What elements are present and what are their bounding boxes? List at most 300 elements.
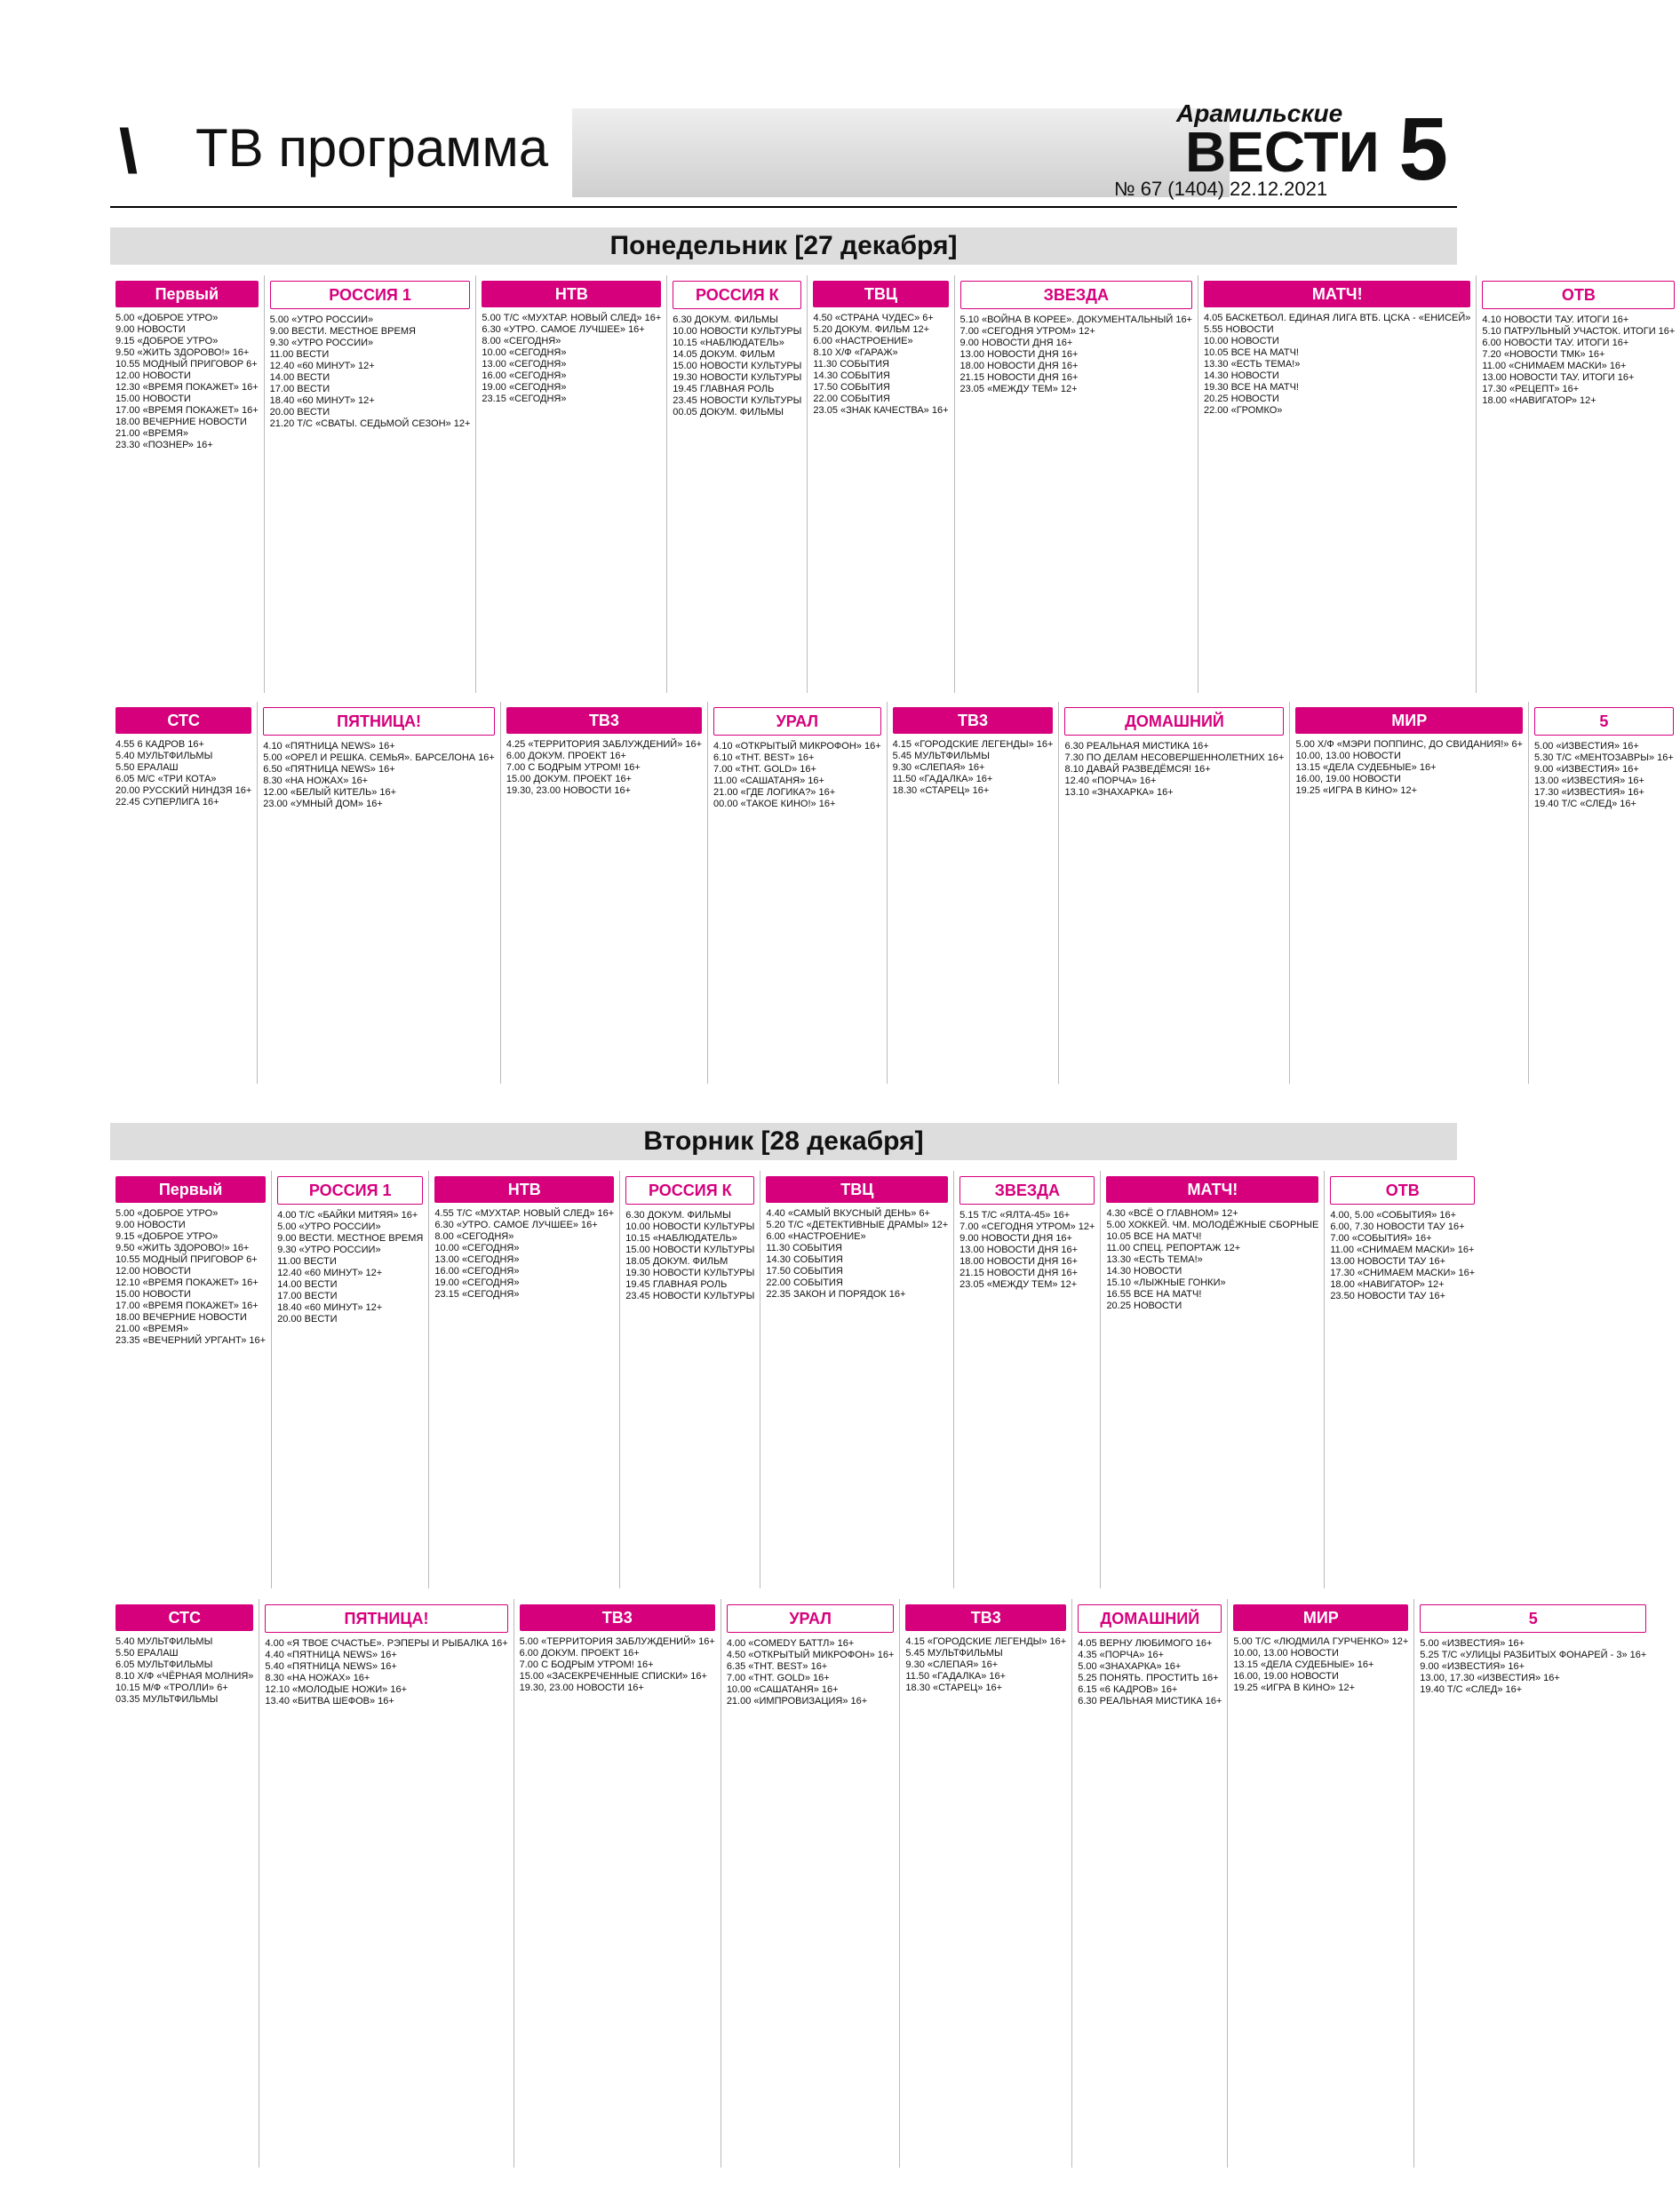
program-line: 10.15 «НАБЛЮДАТЕЛЬ»: [673, 338, 784, 348]
program-line: 19.45 ГЛАВНАЯ РОЛЬ: [673, 384, 775, 394]
program-line: 23.05 «МЕЖДУ ТЕМ» 12+: [959, 384, 1078, 394]
program-line: 13.00 НОВОСТИ ДНЯ 16+: [959, 1245, 1079, 1255]
program-line: 6.00 ДОКУМ. ПРОЕКТ 16+: [519, 1648, 640, 1659]
program-line: 9.50 «ЖИТЬ ЗДОРОВО!» 16+: [115, 1243, 250, 1253]
program-line: 10.00 НОВОСТИ: [1204, 336, 1279, 346]
program-line: 4.40 «САМЫЙ ВКУСНЫЙ ДЕНЬ» 6+: [766, 1208, 930, 1219]
program-line: 5.40 «ПЯТНИЦА NEWS» 16+: [265, 1661, 397, 1672]
program-line: 5.50 ЕРАЛАШ: [115, 762, 179, 773]
divider: [110, 206, 1457, 208]
program-line: 9.50 «ЖИТЬ ЗДОРОВО!» 16+: [115, 347, 250, 358]
program-line: 4.00 Т/С «БАЙКИ МИТЯЯ» 16+: [277, 1210, 418, 1221]
channel-logo: МИР: [1233, 1604, 1408, 1631]
program-line: 11.00 «СНИМАЕМ МАСКИ» 16+: [1482, 361, 1627, 371]
channel-column: [110, 275, 264, 693]
program-line: 22.45 СУПЕРЛИГА 16+: [115, 797, 219, 808]
channel-logo: 5: [1534, 707, 1674, 736]
program-line: 03.35 МУЛЬТФИЛЬМЫ: [115, 1694, 219, 1705]
channel-column: [1413, 1599, 1652, 2168]
program-line: 15.00 НОВОСТИ: [115, 394, 191, 404]
program-line: 9.30 «СЛЕПАЯ» 16+: [905, 1659, 999, 1670]
channel-logo: ЗВЕЗДА: [960, 281, 1192, 309]
program-line: 5.00 «ОРЕЛ И РЕШКА. СЕМЬЯ». БАРСЕЛОНА 16+: [263, 752, 495, 763]
program-line: 10.00 НОВОСТИ КУЛЬТУРЫ: [625, 1221, 755, 1232]
program-line: 6.30 РЕАЛЬНАЯ МИСТИКА 16+: [1078, 1696, 1222, 1707]
channel-column: [666, 275, 807, 693]
program-line: 18.00 НОВОСТИ ДНЯ 16+: [959, 1256, 1079, 1267]
program-line: 5.00 «ИЗВЕСТИЯ» 16+: [1534, 741, 1639, 752]
program-line: 22.00 СОБЫТИЯ: [813, 394, 890, 404]
program-line: 17.00 ВЕСТИ: [277, 1291, 338, 1301]
channel-logo: ТВЦ: [813, 281, 948, 307]
program-line: 23.45 НОВОСТИ КУЛЬТУРЫ: [625, 1291, 755, 1301]
program-line: 13.00 «СЕГОДНЯ»: [482, 359, 567, 370]
program-line: 11.50 «ГАДАЛКА» 16+: [905, 1671, 1007, 1682]
program-line: 18.00 ВЕЧЕРНИЕ НОВОСТИ: [115, 417, 247, 427]
program-line: 6.15 «6 КАДРОВ» 16+: [1078, 1684, 1178, 1695]
channel-column: [110, 702, 257, 1084]
channel-column: [271, 1171, 428, 1588]
program-line: 12.10 «ВРЕМЯ ПОКАЖЕТ» 16+: [115, 1277, 259, 1288]
program-line: 5.00 Т/С «МУХТАР. НОВЫЙ СЛЕД» 16+: [482, 313, 662, 323]
program-line: 5.20 Т/С «ДЕТЕКТИВНЫЕ ДРАМЫ» 12+: [766, 1220, 949, 1230]
program-line: 22.00 «ГРОМКО»: [1204, 405, 1283, 416]
program-line: 4.50 «ОТКРЫТЫЙ МИКРОФОН» 16+: [726, 1650, 895, 1660]
program-line: 18.30 «СТАРЕЦ» 16+: [905, 1683, 1003, 1693]
day-header: Вторник [28 декабря]: [110, 1123, 1457, 1160]
program-line: 15.00 «ЗАСЕКРЕЧЕННЫЕ СПИСКИ» 16+: [519, 1671, 707, 1682]
program-line: 9.00 ВЕСТИ. МЕСТНОЕ ВРЕМЯ: [277, 1233, 424, 1244]
program-line: 4.25 «ТЕРРИТОРИЯ ЗАБЛУЖДЕНИЙ» 16+: [506, 739, 703, 750]
program-line: 18.00 ВЕЧЕРНИЕ НОВОСТИ: [115, 1312, 247, 1323]
program-line: 6.05 М/С «ТРИ КОТА»: [115, 774, 217, 784]
program-line: 10.00 НОВОСТИ КУЛЬТУРЫ: [673, 326, 802, 337]
program-line: 19.25 «ИГРА В КИНО» 12+: [1233, 1683, 1355, 1693]
masthead: [110, 85, 1457, 201]
program-line: 4.15 «ГОРОДСКИЕ ЛЕГЕНДЫ» 16+: [905, 1636, 1067, 1647]
program-line: 7.00 «СОБЫТИЯ» 16+: [1330, 1233, 1432, 1244]
page-number: 5: [1398, 99, 1448, 199]
program-line: 6.00 НОВОСТИ ТАУ. ИТОГИ 16+: [1482, 338, 1629, 348]
program-line: 16.55 ВСЕ НА МАТЧ!: [1106, 1289, 1202, 1300]
program-line: 19.30 НОВОСТИ КУЛЬТУРЫ: [673, 372, 802, 383]
program-line: 10.55 МОДНЫЙ ПРИГОВОР 6+: [115, 359, 258, 370]
program-line: 7.00 С БОДРЫМ УТРОМ! 16+: [506, 762, 641, 773]
program-line: 23.45 НОВОСТИ КУЛЬТУРЫ: [673, 395, 802, 406]
program-line: 20.25 НОВОСТИ: [1106, 1301, 1182, 1311]
channel-column: [760, 1171, 953, 1588]
program-line: 13.00 НОВОСТИ ДНЯ 16+: [959, 349, 1079, 360]
program-line: 8.30 «НА НОЖАХ» 16+: [265, 1673, 370, 1683]
program-line: 14.30 СОБЫТИЯ: [766, 1254, 843, 1265]
program-line: 5.00 «ЗНАХАРКА» 16+: [1078, 1661, 1182, 1672]
program-line: 4.00 «Я ТВОЕ СЧАСТЬЕ». РЭПЕРЫ И РЫБАЛКА 16+: [265, 1638, 508, 1649]
channel-logo: ДОМАШНИЙ: [1078, 1604, 1222, 1633]
program-line: 6.35 «THT. BEST» 16+: [726, 1661, 828, 1672]
program-line: 6.50 «ПЯТНИЦА NEWS» 16+: [263, 764, 395, 775]
program-line: 18.30 «СТАРЕЦ» 16+: [892, 785, 990, 796]
program-line: 5.45 МУЛЬТФИЛЬМЫ: [892, 751, 990, 761]
program-line: 12.40 «60 МИНУТ» 12+: [277, 1268, 383, 1278]
program-line: 15.10 «ЛЫЖНЫЕ ГОНКИ»: [1106, 1277, 1226, 1288]
program-line: 5.00 «ИЗВЕСТИЯ» 16+: [1420, 1638, 1525, 1649]
program-line: 14.30 НОВОСТИ: [1106, 1266, 1182, 1277]
program-line: 21.15 НОВОСТИ ДНЯ 16+: [959, 372, 1079, 383]
program-line: 18.40 «60 МИНУТ» 12+: [277, 1302, 383, 1313]
channel-logo: РОССИЯ К: [625, 1176, 754, 1205]
channel-column: [1227, 1599, 1413, 2168]
program-line: 17.30 «СНИМАЕМ МАСКИ» 16+: [1330, 1268, 1476, 1278]
program-line: 23.15 «СЕГОДНЯ»: [482, 394, 567, 404]
program-line: 19.00 «СЕГОДНЯ»: [434, 1277, 520, 1288]
program-line: 9.00 ВЕСТИ. МЕСТНОЕ ВРЕМЯ: [269, 326, 416, 337]
channel-logo: ТВЦ: [766, 1176, 948, 1203]
program-line: 19.30 НОВОСТИ КУЛЬТУРЫ: [625, 1268, 755, 1278]
program-line: 21.00 «ИМПРОВИЗАЦИЯ» 16+: [726, 1696, 868, 1707]
channel-column: [1058, 702, 1289, 1084]
program-line: 19.30, 23.00 НОВОСТИ 16+: [506, 785, 632, 796]
program-line: 12.00 НОВОСТИ: [115, 370, 191, 381]
program-line: 10.00, 13.00 НОВОСТИ: [1233, 1648, 1339, 1659]
program-line: 6.30 «УТРО. САМОЕ ЛУЧШЕЕ» 16+: [434, 1220, 598, 1230]
program-line: 4.55 6 КАДРОВ 16+: [115, 739, 204, 750]
channel-column: [1289, 702, 1528, 1084]
page-title: ТВ программа: [195, 118, 549, 178]
program-line: 23.50 НОВОСТИ ТАУ 16+: [1330, 1291, 1446, 1301]
channel-column: [807, 275, 953, 693]
program-line: 5.25 Т/С «УЛИЦЫ РАЗБИТЫХ ФОНАРЕЙ - 3» 16+: [1420, 1650, 1647, 1660]
program-line: 9.30 «УТРО РОССИИ»: [277, 1245, 381, 1255]
program-line: 14.30 СОБЫТИЯ: [813, 370, 890, 381]
channel-logo: ТВ3: [905, 1604, 1066, 1631]
channel-column: [954, 275, 1198, 693]
program-line: 5.00 ХОККЕЙ. ЧМ. МОЛОДЁЖНЫЕ СБОРНЫЕ: [1106, 1220, 1319, 1230]
program-line: 19.30 ВСЕ НА МАТЧ!: [1204, 382, 1299, 393]
program-line: 18.00 НОВОСТИ ДНЯ 16+: [959, 361, 1079, 371]
channel-column: [1071, 1599, 1227, 2168]
program-line: 21.20 Т/С «СВАТЫ. СЕДЬМОЙ СЕЗОН» 12+: [269, 418, 471, 429]
program-line: 8.10 Х/Ф «ГАРАЖ»: [813, 347, 898, 358]
channel-logo: ЗВЕЗДА: [959, 1176, 1095, 1205]
channel-column: [428, 1171, 619, 1588]
channel-column: [110, 1171, 271, 1588]
schedule-block: [110, 702, 1674, 1084]
channel-logo: УРАЛ: [713, 707, 881, 736]
program-line: 10.00, 13.00 НОВОСТИ: [1295, 751, 1401, 761]
program-line: 11.00 ВЕСТИ: [277, 1256, 337, 1267]
program-line: 13.15 «ДЕЛА СУДЕБНЫЕ» 16+: [1295, 762, 1437, 773]
program-line: 23.35 «ВЕЧЕРНИЙ УРГАНТ» 16+: [115, 1335, 267, 1346]
program-line: 7.00 С БОДРЫМ УТРОМ! 16+: [519, 1659, 654, 1670]
program-line: 10.00 «САШАТАНЯ» 16+: [726, 1684, 839, 1695]
channel-column: [500, 702, 707, 1084]
channel-logo: РОССИЯ 1: [277, 1176, 423, 1205]
program-line: 4.00 «COMEDY БАТТЛ» 16+: [726, 1638, 855, 1649]
program-line: 12.40 «60 МИНУТ» 12+: [269, 361, 375, 371]
channel-logo: СТС: [115, 707, 251, 734]
program-line: 5.15 Т/С «ЯЛТА-45» 16+: [959, 1210, 1071, 1221]
program-line: 14.30 НОВОСТИ: [1204, 370, 1279, 381]
program-line: 15.00 НОВОСТИ: [115, 1289, 191, 1300]
program-line: 13.40 «БИТВА ШЕФОВ» 16+: [265, 1696, 394, 1707]
program-line: 14.05 ДОКУМ. ФИЛЬМ: [673, 349, 776, 360]
program-line: 5.50 ЕРАЛАШ: [115, 1648, 179, 1659]
schedule-block: [110, 275, 1676, 693]
program-line: 5.55 НОВОСТИ: [1204, 324, 1274, 335]
program-line: 5.40 МУЛЬТФИЛЬМЫ: [115, 751, 213, 761]
program-line: 19.40 Т/С «СЛЕД» 16+: [1534, 799, 1636, 809]
program-line: 20.00 РУССКИЙ НИНДЗЯ 16+: [115, 785, 252, 796]
channel-logo: СТС: [115, 1604, 253, 1631]
program-line: 4.30 «ВСЁ О ГЛАВНОМ» 12+: [1106, 1208, 1238, 1219]
program-line: 16.00 «СЕГОДНЯ»: [434, 1266, 520, 1277]
program-line: 7.00 «СЕГОДНЯ УТРОМ» 12+: [959, 1221, 1095, 1232]
program-line: 13.00 НОВОСТИ ТАУ 16+: [1330, 1256, 1446, 1267]
channel-logo: ОТВ: [1482, 281, 1675, 309]
channel-logo: 5: [1420, 1604, 1646, 1633]
program-line: 11.00 «САШАТАНЯ» 16+: [713, 776, 824, 786]
channel-column: [1324, 1171, 1480, 1588]
program-line: 5.30 Т/С «МЕНТОЗАВРЫ» 16+: [1534, 752, 1674, 763]
program-line: 5.10 «ВОЙНА В КОРЕЕ». ДОКУМЕНТАЛЬНЫЙ 16+: [959, 314, 1192, 325]
channel-logo: ТВ3: [506, 707, 702, 734]
channel-column: [953, 1171, 1100, 1588]
program-line: 4.00, 5.00 «СОБЫТИЯ» 16+: [1330, 1210, 1457, 1221]
channel-logo: НТВ: [482, 281, 661, 307]
logo-top: Арамильские: [1176, 99, 1343, 127]
program-line: 18.05 ДОКУМ. ФИЛЬМ: [625, 1256, 729, 1267]
program-line: 9.00 НОВОСТИ: [115, 1220, 186, 1230]
channel-column: [1528, 702, 1679, 1084]
program-line: 9.00 «ИЗВЕСТИЯ» 16+: [1420, 1661, 1525, 1672]
channel-logo: МИР: [1295, 707, 1523, 734]
program-line: 11.30 СОБЫТИЯ: [766, 1243, 842, 1253]
program-line: 17.50 СОБЫТИЯ: [766, 1266, 843, 1277]
program-line: 6.00, 7.30 НОВОСТИ ТАУ 16+: [1330, 1221, 1465, 1232]
channel-column: [1198, 275, 1476, 693]
channel-logo: РОССИЯ 1: [270, 281, 471, 309]
logo-main: ВЕСТИ: [1185, 120, 1380, 184]
program-line: 6.30 ДОКУМ. ФИЛЬМЫ: [625, 1210, 731, 1221]
program-line: 10.00 «СЕГОДНЯ»: [434, 1243, 520, 1253]
program-line: 13.00 НОВОСТИ ТАУ. ИТОГИ 16+: [1482, 372, 1635, 383]
program-line: 6.00 ДОКУМ. ПРОЕКТ 16+: [506, 751, 626, 761]
program-line: 5.10 ПАТРУЛЬНЫЙ УЧАСТОК. ИТОГИ 16+: [1482, 326, 1676, 337]
program-line: 11.30 СОБЫТИЯ: [813, 359, 889, 370]
channel-logo: ПЯТНИЦА!: [265, 1604, 507, 1633]
program-line: 7.30 ПО ДЕЛАМ НЕСОВЕРШЕННОЛЕТНИХ 16+: [1064, 752, 1285, 763]
program-line: 22.00 СОБЫТИЯ: [766, 1277, 843, 1288]
program-line: 4.10 «ПЯТНИЦА NEWS» 16+: [263, 741, 395, 752]
program-line: 8.30 «НА НОЖАХ» 16+: [263, 776, 369, 786]
program-line: 5.00 «ДОБРОЕ УТРО»: [115, 313, 219, 323]
program-line: 11.50 «ГАДАЛКА» 16+: [892, 774, 993, 784]
program-line: 9.30 «СЛЕПАЯ» 16+: [892, 762, 985, 773]
slashes-icon: \\: [119, 116, 122, 186]
program-line: 10.05 ВСЕ НА МАТЧ!: [1106, 1231, 1202, 1242]
program-line: 5.20 ДОКУМ. ФИЛЬМ 12+: [813, 324, 930, 335]
program-line: 15.00 НОВОСТИ КУЛЬТУРЫ: [673, 361, 802, 371]
program-line: 8.10 ДАВАЙ РАЗВЕДЁМСЯ! 16+: [1064, 764, 1211, 775]
channel-logo: МАТЧ!: [1106, 1176, 1318, 1203]
schedule-block: [110, 1171, 1476, 1588]
program-line: 5.40 МУЛЬТФИЛЬМЫ: [115, 1636, 213, 1647]
program-line: 10.05 ВСЕ НА МАТЧ!: [1204, 347, 1299, 358]
program-line: 6.00 «НАСТРОЕНИЕ»: [813, 336, 913, 346]
program-line: 4.55 Т/С «МУХТАР. НОВЫЙ СЛЕД» 16+: [434, 1208, 615, 1219]
program-line: 10.00 «СЕГОДНЯ»: [482, 347, 567, 358]
program-line: 13.30 «ЕСТЬ ТЕМА!»: [1204, 359, 1301, 370]
program-line: 9.30 «УТРО РОССИИ»: [269, 338, 374, 348]
program-line: 13.00, 17.30 «ИЗВЕСТИЯ» 16+: [1420, 1673, 1560, 1683]
program-line: 6.30 «УТРО. САМОЕ ЛУЧШЕЕ» 16+: [482, 324, 645, 335]
program-line: 13.00 «СЕГОДНЯ»: [434, 1254, 520, 1265]
program-line: 4.40 «ПЯТНИЦА NEWS» 16+: [265, 1650, 397, 1660]
program-line: 9.00 «ИЗВЕСТИЯ» 16+: [1534, 764, 1639, 775]
program-line: 23.05 «ЗНАК КАЧЕСТВА» 16+: [813, 405, 949, 416]
program-line: 12.30 «ВРЕМЯ ПОКАЖЕТ» 16+: [115, 382, 259, 393]
program-line: 4.15 «ГОРОДСКИЕ ЛЕГЕНДЫ» 16+: [892, 739, 1054, 750]
channel-column: [257, 702, 500, 1084]
program-line: 17.00 «ВРЕМЯ ПОКАЖЕТ» 16+: [115, 1301, 259, 1311]
program-line: 11.00 «СНИМАЕМ МАСКИ» 16+: [1330, 1245, 1475, 1255]
channel-column: [707, 702, 887, 1084]
program-line: 20.25 НОВОСТИ: [1204, 394, 1279, 404]
program-line: 8.10 Х/Ф «ЧЁРНАЯ МОЛНИЯ»: [115, 1671, 254, 1682]
program-line: 6.30 ДОКУМ. ФИЛЬМЫ: [673, 314, 778, 325]
program-line: 5.25 ПОНЯТЬ. ПРОСТИТЬ 16+: [1078, 1673, 1219, 1683]
program-line: 14.00 ВЕСТИ: [277, 1279, 338, 1290]
program-line: 5.00 «УТРО РОССИИ»: [269, 314, 374, 325]
program-line: 8.00 «СЕГОДНЯ»: [482, 336, 561, 346]
day-header: Понедельник [27 декабря]: [110, 227, 1457, 265]
program-line: 5.00 Т/С «ЛЮДМИЛА ГУРЧЕНКО» 12+: [1233, 1636, 1409, 1647]
program-line: 7.20 «НОВОСТИ ТМК» 16+: [1482, 349, 1605, 360]
program-line: 00.00 «ТАКОЕ КИНО!» 16+: [713, 799, 836, 809]
channel-column: [887, 702, 1059, 1084]
program-line: 00.05 ДОКУМ. ФИЛЬМЫ: [673, 407, 784, 418]
program-line: 9.15 «ДОБРОЕ УТРО»: [115, 336, 219, 346]
program-line: 21.00 «ВРЕМЯ»: [115, 428, 188, 439]
channel-column: [1100, 1171, 1324, 1588]
program-line: 13.10 «ЗНАХАРКА» 16+: [1064, 787, 1174, 798]
issue-number: № 67 (1404) 22.12.2021: [1114, 178, 1328, 200]
channel-logo: ПЯТНИЦА!: [263, 707, 495, 736]
program-line: 7.00 «THT. GOLD» 16+: [726, 1673, 830, 1683]
program-line: 17.00 ВЕСТИ: [269, 384, 330, 394]
channel-column: [721, 1599, 900, 2168]
program-line: 23.30 «ПОЗНЕР» 16+: [115, 440, 213, 450]
channel-column: [619, 1171, 760, 1588]
channel-column: [259, 1599, 513, 2168]
program-line: 23.00 «УМНЫЙ ДОМ» 16+: [263, 799, 383, 809]
program-line: 6.00 «НАСТРОЕНИЕ»: [766, 1231, 866, 1242]
program-line: 16.00, 19.00 НОВОСТИ: [1233, 1671, 1339, 1682]
schedule-block: [110, 1599, 1647, 2168]
program-line: 4.50 «СТРАНА ЧУДЕС» 6+: [813, 313, 934, 323]
channel-logo: ДОМАШНИЙ: [1064, 707, 1284, 736]
program-line: 5.00 Х/Ф «МЭРИ ПОППИНС, ДО СВИДАНИЯ!» 6+: [1295, 739, 1524, 750]
program-line: 19.00 «СЕГОДНЯ»: [482, 382, 567, 393]
program-line: 13.30 «ЕСТЬ ТЕМА!»: [1106, 1254, 1203, 1265]
program-line: 10.55 МОДНЫЙ ПРИГОВОР 6+: [115, 1254, 258, 1265]
program-line: 13.15 «ДЕЛА СУДЕБНЫЕ» 16+: [1233, 1659, 1374, 1670]
program-line: 23.05 «МЕЖДУ ТЕМ» 12+: [959, 1279, 1078, 1290]
program-line: 12.10 «МОЛОДЫЕ НОЖИ» 16+: [265, 1684, 407, 1695]
program-line: 19.25 «ИГРА В КИНО» 12+: [1295, 785, 1418, 796]
program-line: 9.00 НОВОСТИ: [115, 324, 186, 335]
program-line: 14.00 ВЕСТИ: [269, 372, 330, 383]
channel-logo: Первый: [115, 1176, 266, 1203]
program-line: 10.15 «НАБЛЮДАТЕЛЬ»: [625, 1233, 737, 1244]
channel-logo: НТВ: [434, 1176, 614, 1203]
program-line: 7.00 «THT. GOLD» 16+: [713, 764, 816, 775]
program-line: 22.35 ЗАКОН И ПОРЯДОК 16+: [766, 1289, 906, 1300]
program-line: 21.15 НОВОСТИ ДНЯ 16+: [959, 1268, 1079, 1278]
program-line: 12.00 «БЕЛЫЙ КИТЕЛЬ» 16+: [263, 787, 397, 798]
program-line: 4.35 «ПОРЧА» 16+: [1078, 1650, 1165, 1660]
program-line: 11.00 ВЕСТИ: [269, 349, 330, 360]
program-line: 19.45 ГЛАВНАЯ РОЛЬ: [625, 1279, 728, 1290]
channel-logo: Первый: [115, 281, 259, 307]
channel-column: [264, 275, 476, 693]
program-line: 9.00 НОВОСТИ ДНЯ 16+: [959, 338, 1073, 348]
program-line: 8.00 «СЕГОДНЯ»: [434, 1231, 514, 1242]
program-line: 6.30 РЕАЛЬНАЯ МИСТИКА 16+: [1064, 741, 1209, 752]
program-line: 5.00 «ДОБРОЕ УТРО»: [115, 1208, 219, 1219]
program-line: 19.30, 23.00 НОВОСТИ 16+: [519, 1683, 644, 1693]
channel-column: [514, 1599, 721, 2168]
program-line: 6.05 МУЛЬТФИЛЬМЫ: [115, 1659, 213, 1670]
program-line: 15.00 ДОКУМ. ПРОЕКТ 16+: [506, 774, 632, 784]
program-line: 12.00 НОВОСТИ: [115, 1266, 191, 1277]
channel-column: [110, 1599, 259, 2168]
channel-logo: ТВ3: [893, 707, 1054, 734]
channel-column: [1476, 275, 1680, 693]
program-line: 17.00 «ВРЕМЯ ПОКАЖЕТ» 16+: [115, 405, 259, 416]
program-line: 17.50 СОБЫТИЯ: [813, 382, 890, 393]
channel-logo: ОТВ: [1330, 1176, 1475, 1205]
program-line: 16.00 «СЕГОДНЯ»: [482, 370, 567, 381]
program-line: 5.00 «ТЕРРИТОРИЯ ЗАБЛУЖДЕНИЙ» 16+: [519, 1636, 715, 1647]
channel-logo: РОССИЯ К: [673, 281, 801, 309]
program-line: 17.30 «ИЗВЕСТИЯ» 16+: [1534, 787, 1644, 798]
program-line: 7.00 «СЕГОДНЯ УТРОМ» 12+: [959, 326, 1095, 337]
program-line: 9.00 НОВОСТИ ДНЯ 16+: [959, 1233, 1072, 1244]
program-line: 4.10 НОВОСТИ ТАУ. ИТОГИ 16+: [1482, 314, 1629, 325]
program-line: 18.40 «60 МИНУТ» 12+: [269, 395, 375, 406]
program-line: 11.00 СПЕЦ. РЕПОРТАЖ 12+: [1106, 1243, 1241, 1253]
program-line: 18.00 «НАВИГАТОР» 12+: [1482, 395, 1596, 406]
program-line: 21.00 «ГДЕ ЛОГИКА?» 16+: [713, 787, 836, 798]
channel-logo: МАТЧ!: [1204, 281, 1470, 307]
program-line: 20.00 ВЕСТИ: [277, 1314, 338, 1325]
channel-column: [899, 1599, 1071, 2168]
program-line: 12.40 «ПОРЧА» 16+: [1064, 776, 1157, 786]
program-line: 16.00, 19.00 НОВОСТИ: [1295, 774, 1401, 784]
program-line: 19.40 Т/С «СЛЕД» 16+: [1420, 1684, 1523, 1695]
program-line: 18.00 «НАВИГАТОР» 12+: [1330, 1279, 1445, 1290]
program-line: 15.00 НОВОСТИ КУЛЬТУРЫ: [625, 1245, 755, 1255]
program-line: 17.30 «РЕЦЕПТ» 16+: [1482, 384, 1580, 394]
program-line: 23.15 «СЕГОДНЯ»: [434, 1289, 520, 1300]
program-line: 13.00 «ИЗВЕСТИЯ» 16+: [1534, 776, 1644, 786]
program-line: 6.10 «THT. BEST» 16+: [713, 752, 815, 763]
program-line: 4.10 «ОТКРЫТЫЙ МИКРОФОН» 16+: [713, 741, 881, 752]
program-line: 21.00 «ВРЕМЯ»: [115, 1324, 188, 1334]
program-line: 10.15 М/Ф «ТРОЛЛИ» 6+: [115, 1683, 228, 1693]
channel-logo: ТВ3: [520, 1604, 715, 1631]
